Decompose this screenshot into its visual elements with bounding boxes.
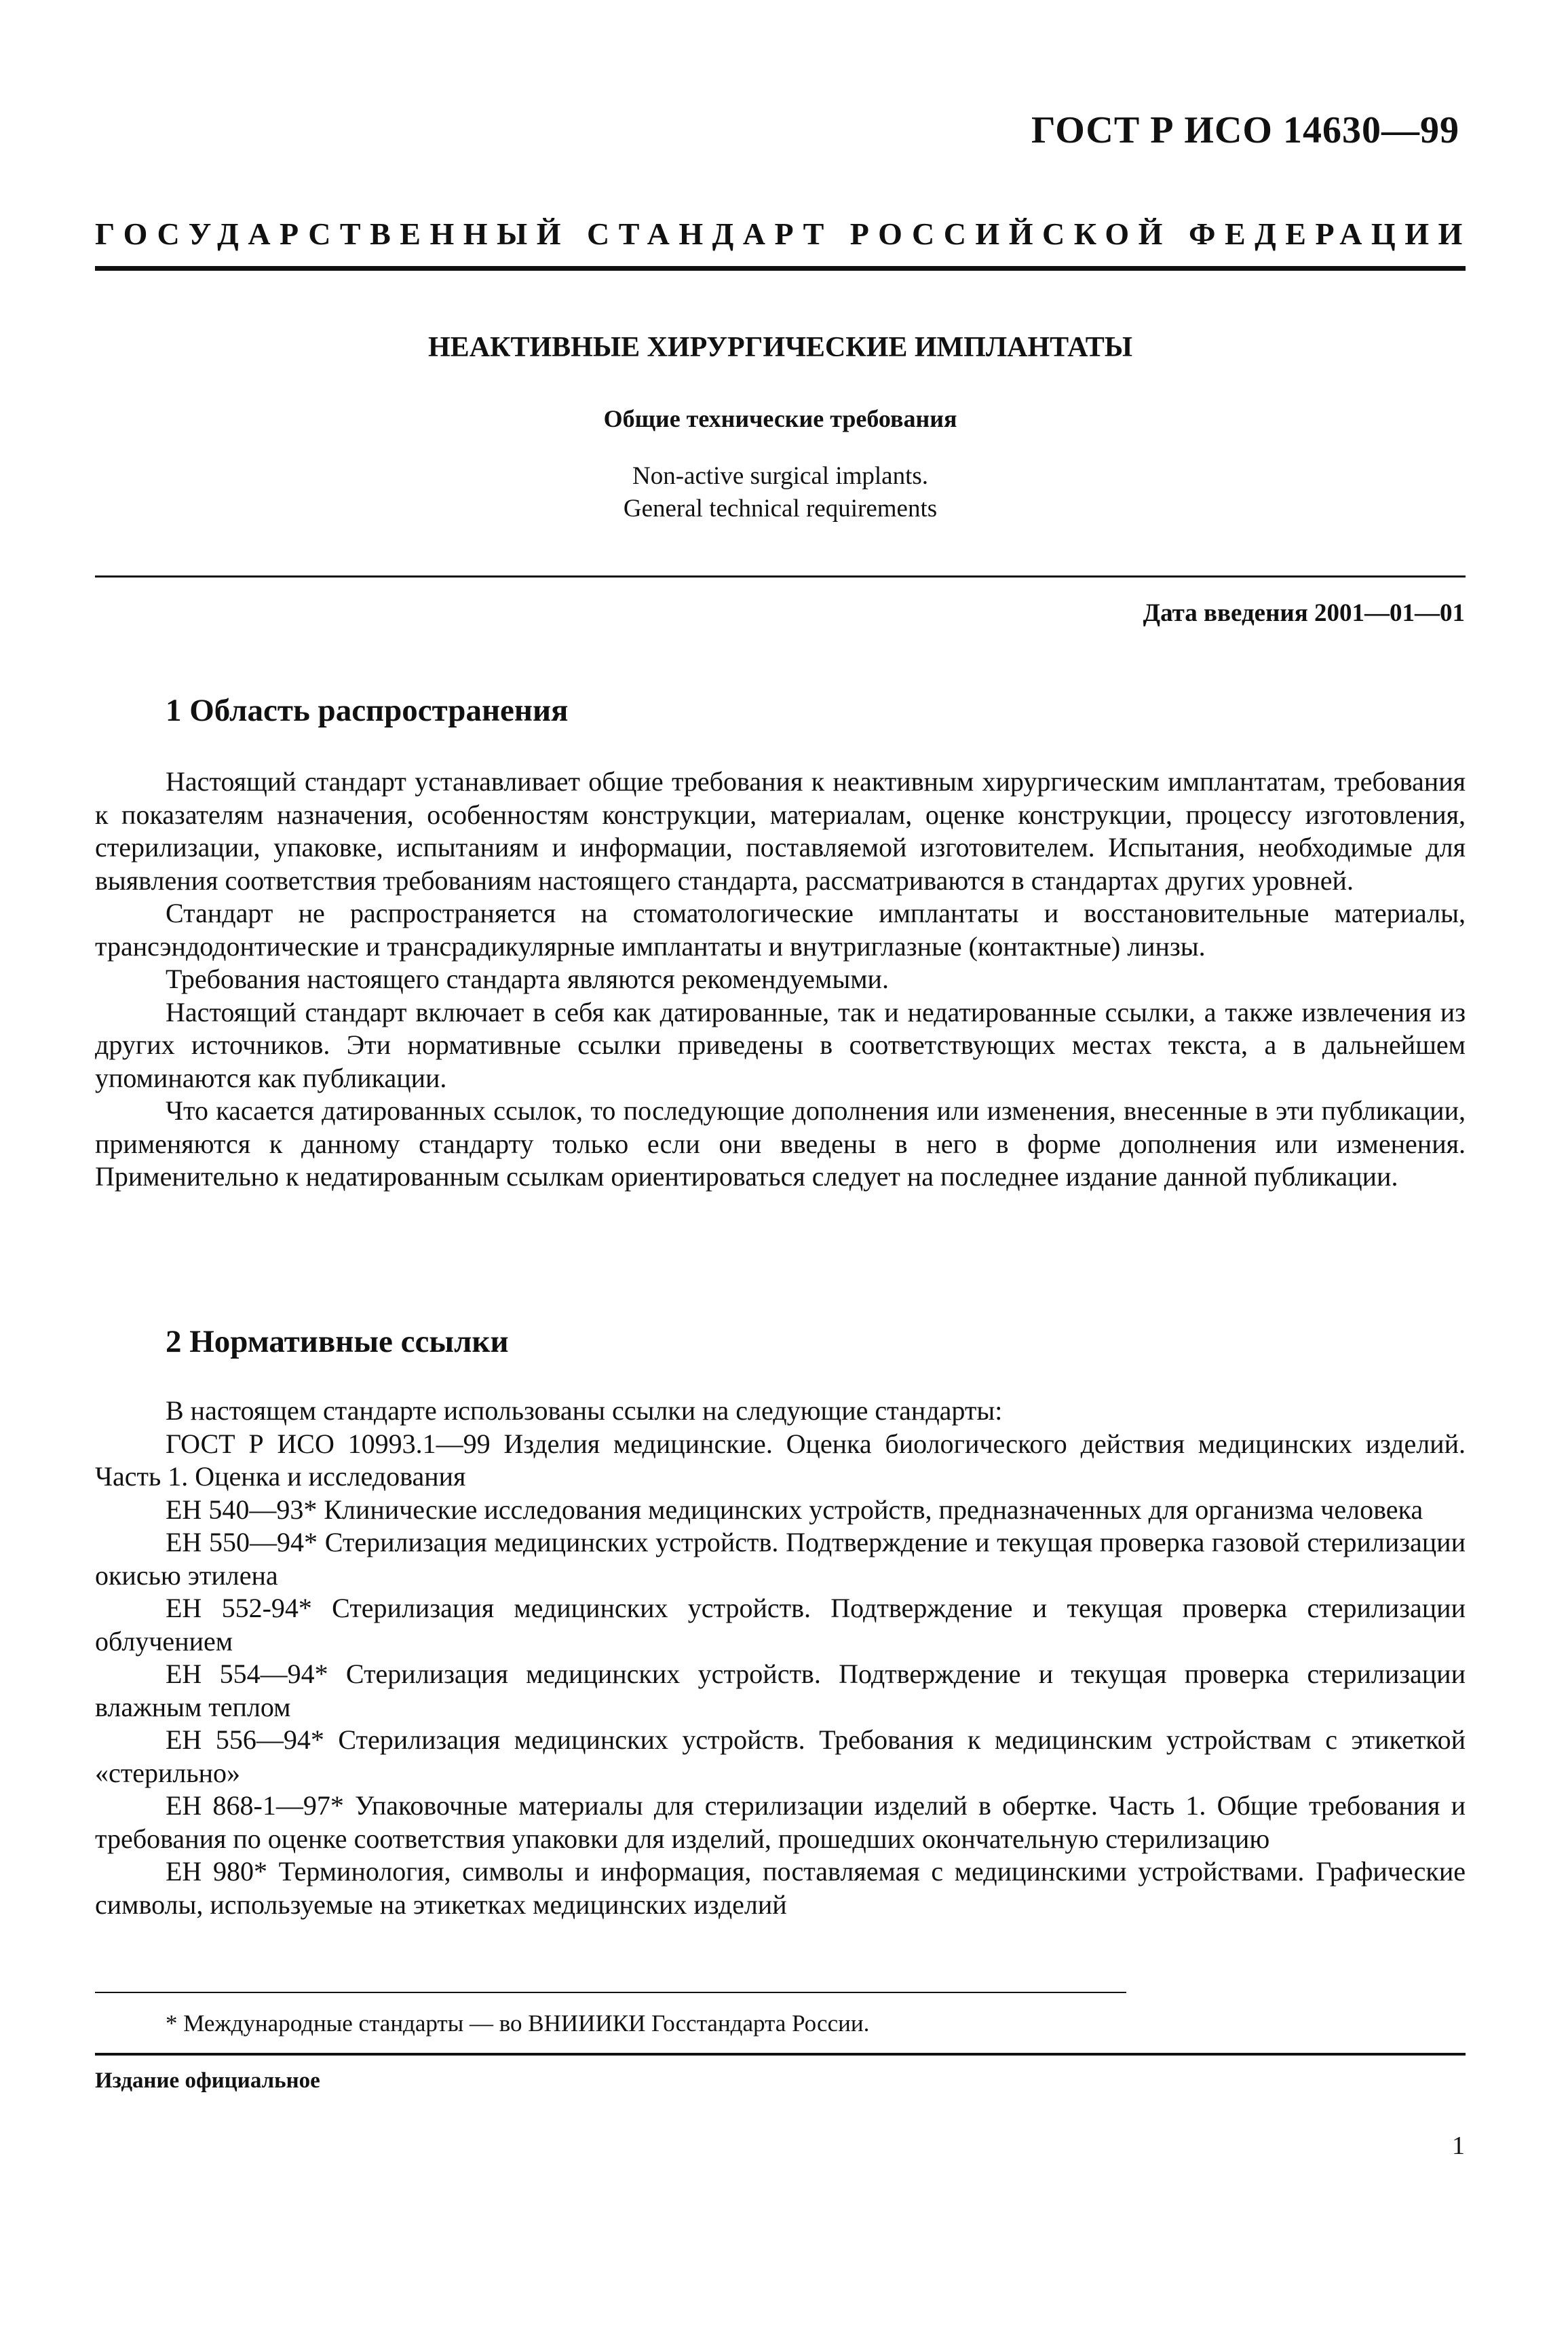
section-1-heading: 1 Область распространения [166, 693, 569, 728]
reference-item: ЕН 552-94* Стерилизация медицинских устройств. Подтверждение и текущая проверка стерилизации облучением [95, 1593, 1466, 1657]
english-title [95, 460, 1466, 525]
reference-item: ГОСТ Р ИСО 10993.1—99 Изделия медицинские. Оценка биологического действия медицинских изделий. Часть 1. Оценка и исследования [95, 1428, 1466, 1492]
official-edition-label: Издание официальное [95, 2068, 320, 2093]
paragraph: Что касается датированных ссылок, то последующие дополнения или изменения, внесенные в эти публикации, применяются к данному стандарту только если они введены в него в форме дополнения или изменения. Применительно к недатированным ссылкам ориентироваться следует на последнее издание данной публикации. [95, 1095, 1466, 1192]
page-number: 1 [1452, 2132, 1465, 2160]
reference-item: ЕН 550—94* Стерилизация медицинских устройств. Подтверждение и текущая проверка газовой стерилизации окисью этилена [95, 1527, 1466, 1591]
paragraph: Стандарт не распространяется на стоматологические имплантаты и восстановительные материалы, трансэндодонтические и трансрадикулярные имплантаты и внутриглазные (контактные) линзы. [95, 898, 1466, 962]
title-divider [95, 575, 1466, 578]
document-code: ГОСТ Р ИСО 14630—99 [1031, 109, 1459, 151]
section-2-heading: 2 Нормативные ссылки [166, 1324, 509, 1359]
reference-item: ЕН 554—94* Стерилизация медицинских устройств. Подтверждение и текущая проверка стерилизации влажным теплом [95, 1659, 1466, 1722]
english-title-line-2: General technical requirements [623, 495, 938, 523]
standard-title: НЕАКТИВНЫЕ ХИРУРГИЧЕСКИЕ ИМПЛАНТАТЫ [428, 332, 1132, 363]
section-2-body [95, 1395, 1466, 1921]
introduction-date: Дата введения 2001—01—01 [1143, 599, 1465, 627]
reference-item: ЕН 868-1—97* Упаковочные материалы для стерилизации изделий в обертке. Часть 1. Общие требования и требования по оценке соответствия упаковки для изделий, прошедших окончательную стерилизацию [95, 1790, 1466, 1854]
state-standard-title: ГОСУДАРСТВЕННЫЙ СТАНДАРТ РОССИЙСКОЙ ФЕДЕРАЦИИ [95, 216, 1472, 251]
standard-subtitle: Общие технические требования [603, 405, 957, 432]
reference-item: ЕН 980* Терминология, символы и информация, поставляемая с медицинскими устройствами. Графические символы, используемые на этикетках медицинских изделий [95, 1856, 1466, 1920]
footnote-divider [95, 1992, 1126, 1993]
references-intro: В настоящем стандарте использованы ссылки на следующие стандарты: [166, 1395, 1003, 1426]
reference-item: ЕН 556—94* Стерилизация медицинских устройств. Требования к медицинским устройствам с этикеткой «стерильно» [95, 1724, 1466, 1788]
reference-item: ЕН 540—93* Клинические исследования медицинских устройств, предназначенных для организма человека [166, 1494, 1423, 1525]
paragraph: Требования настоящего стандарта являются рекомендуемыми. [166, 964, 889, 994]
footnote: * Международные стандарты — во ВНИИИКИ Госстандарта России. [166, 2010, 870, 2037]
header-divider [95, 266, 1466, 271]
paragraph: Настоящий стандарт устанавливает общие требования к неактивным хирургическим имплантатам, требования к показателям назначения, особенностям конструкции, материалам, оценке конструкции, процессу изготовления, стерилизации, упаковке, испытаниям и информации, поставляемой изготовителем. Испытания, необходимые для выявления соответствия требованиям настоящего стандарта, рассматриваются в стандартах других уровней. [95, 766, 1466, 896]
section-1-body [95, 765, 1466, 1194]
english-title-line-1: Non-active surgical implants. [632, 462, 928, 490]
footer-divider [95, 2053, 1466, 2056]
paragraph: Настоящий стандарт включает в себя как датированные, так и недатированные ссылки, а также извлечения из других источников. Эти нормативные ссылки приведены в соответствующих местах текста, а в дальнейшем упоминаются как публикации. [95, 996, 1466, 1093]
